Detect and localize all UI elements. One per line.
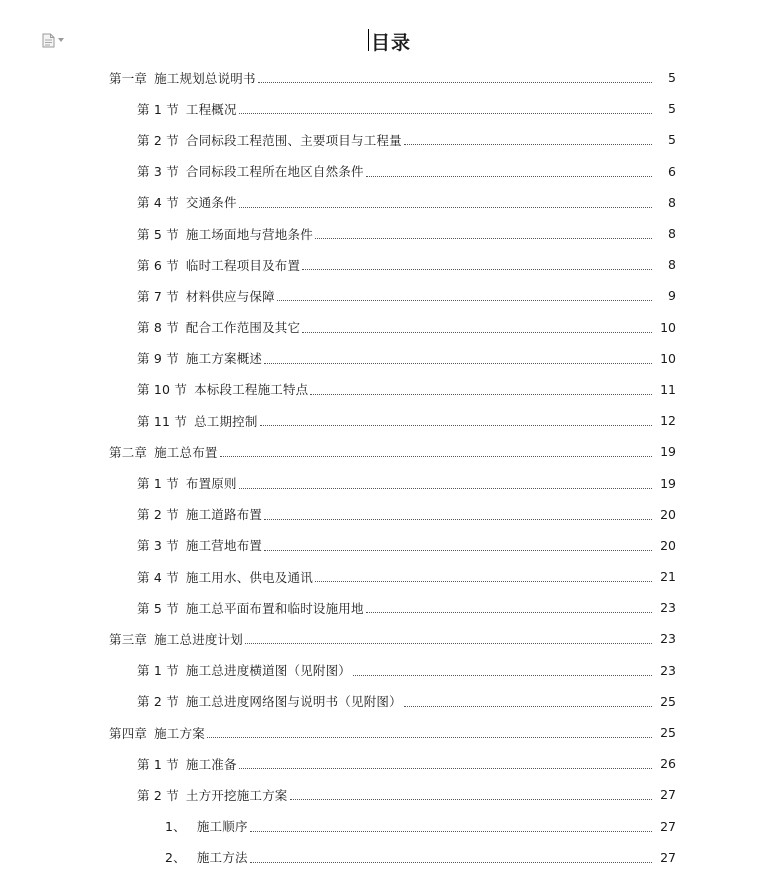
toc-entry-text: 施工总布置 <box>154 444 218 460</box>
dot-leader <box>277 292 652 301</box>
dot-leader <box>264 355 652 364</box>
toc-entry-label <box>137 225 313 243</box>
toc-entry-label <box>109 724 205 742</box>
toc-entry[interactable] <box>0 592 779 623</box>
toc-entry-number: 第 3 节 <box>137 538 179 554</box>
toc-entry-text: 合同标段工程所在地区自然条件 <box>185 164 364 180</box>
toc-entry-page: 27 <box>660 818 676 834</box>
toc-entry-number: 第 8 节 <box>137 320 179 336</box>
toc-entry-label <box>137 692 402 710</box>
toc-entry[interactable] <box>0 124 779 155</box>
toc-entry-page: 10 <box>660 350 676 366</box>
toc-entry-label <box>165 817 248 835</box>
toc-entry-number: 2、 <box>165 850 186 866</box>
toc-entry-number: 第 5 节 <box>137 600 179 616</box>
toc-entry[interactable] <box>0 655 779 686</box>
toc-entry[interactable] <box>0 249 779 280</box>
toc-entry[interactable] <box>0 280 779 311</box>
toc-entry-label <box>137 412 258 430</box>
toc-entry-number: 第 10 节 <box>137 382 188 398</box>
dot-leader <box>366 604 652 613</box>
dot-leader <box>264 542 652 551</box>
toc-entry-page: 23 <box>660 600 676 616</box>
dot-leader <box>264 511 652 520</box>
toc-entry[interactable] <box>0 467 779 498</box>
toc-entry-text: 施工方案概述 <box>185 351 263 367</box>
toc-entry-page: 5 <box>668 132 676 148</box>
toc-entry-number: 第 1 节 <box>137 663 179 679</box>
dot-leader <box>366 168 652 177</box>
toc-entry-page: 20 <box>660 537 676 553</box>
toc-entry-page: 23 <box>660 662 676 678</box>
toc-entry-text: 本标段工程施工特点 <box>194 382 309 398</box>
dot-leader <box>239 760 652 769</box>
toc-entry[interactable] <box>0 499 779 530</box>
toc-entry-label <box>109 69 256 87</box>
toc-entry-text: 施工道路布置 <box>185 507 263 523</box>
toc-entry[interactable] <box>0 405 779 436</box>
page-title <box>368 28 411 55</box>
toc-entry-number: 第 11 节 <box>137 413 188 429</box>
toc-entry-page: 20 <box>660 506 676 522</box>
toc-entry-text: 施工场面地与营地条件 <box>185 226 313 242</box>
toc-entry[interactable] <box>0 530 779 561</box>
dot-leader <box>220 448 652 457</box>
toc-entry-label <box>137 505 262 523</box>
toc-entry-label <box>137 380 308 398</box>
toc-entry[interactable] <box>0 312 779 343</box>
dot-leader <box>260 417 652 426</box>
toc-entry-label <box>137 131 402 149</box>
dot-leader <box>404 136 652 145</box>
toc-entry-number: 第 2 节 <box>137 694 179 710</box>
toc-entry-label <box>137 786 288 804</box>
toc-entry-text: 施工用水、供电及通讯 <box>185 569 313 585</box>
table-of-contents <box>0 62 779 873</box>
toc-entry-page: 25 <box>660 693 676 709</box>
toc-entry-page: 21 <box>660 569 676 585</box>
toc-entry-label <box>137 287 275 305</box>
toc-entry-page: 12 <box>660 413 676 429</box>
toc-entry-number: 第 1 节 <box>137 101 179 117</box>
toc-entry-label <box>137 318 300 336</box>
toc-entry-number: 第一章 <box>109 70 148 86</box>
toc-entry-page: 5 <box>668 70 676 86</box>
toc-entry-number: 第 1 节 <box>137 476 179 492</box>
toc-entry[interactable] <box>0 374 779 405</box>
toc-entry-text: 施工方法 <box>196 850 248 866</box>
toc-entry-text: 施工总进度横道图（见附图） <box>185 663 352 679</box>
toc-entry-number: 第 2 节 <box>137 507 179 523</box>
toc-entry[interactable] <box>0 187 779 218</box>
toc-entry-number: 第 4 节 <box>137 195 179 211</box>
toc-entry-text: 施工准备 <box>185 756 237 772</box>
toc-entry-text: 施工规划总说明书 <box>154 70 256 86</box>
toc-entry-number: 第 3 节 <box>137 164 179 180</box>
toc-entry-text: 工程概况 <box>185 101 237 117</box>
toc-entry-text: 施工营地布置 <box>185 538 263 554</box>
toc-entry-page: 8 <box>668 226 676 242</box>
toc-entry-number: 第 7 节 <box>137 288 179 304</box>
toc-entry[interactable] <box>0 436 779 467</box>
toc-entry-text: 合同标段工程范围、主要项目与工程量 <box>185 132 402 148</box>
dot-leader <box>250 854 652 863</box>
dot-leader <box>404 698 652 707</box>
toc-entry-label <box>137 162 364 180</box>
toc-entry-page: 5 <box>668 101 676 117</box>
toc-entry-text: 布置原则 <box>185 476 237 492</box>
toc-entry-page: 8 <box>668 194 676 210</box>
toc-entry-page: 26 <box>660 756 676 772</box>
toc-entry-text: 施工顺序 <box>196 819 248 835</box>
toc-entry[interactable] <box>0 779 779 810</box>
toc-entry-number: 第三章 <box>109 631 148 647</box>
toc-entry-text: 施工总进度网络图与说明书（见附图） <box>185 694 402 710</box>
toc-entry-number: 第 2 节 <box>137 787 179 803</box>
toc-entry[interactable] <box>0 93 779 124</box>
text-cursor <box>368 29 369 51</box>
toc-entry-page: 25 <box>660 725 676 741</box>
toc-entry-text: 施工总进度计划 <box>154 631 244 647</box>
toc-entry-text: 材料供应与保障 <box>185 288 275 304</box>
toc-entry[interactable] <box>0 156 779 187</box>
toc-entry-label <box>137 193 237 211</box>
toc-entry[interactable] <box>0 62 779 93</box>
toc-entry-number: 第二章 <box>109 444 148 460</box>
toc-entry-label <box>137 256 300 274</box>
toc-entry-page: 19 <box>660 475 676 491</box>
dot-leader <box>245 635 652 644</box>
toc-entry-label <box>137 100 237 118</box>
toc-entry[interactable] <box>0 748 779 779</box>
dot-leader <box>239 199 652 208</box>
toc-entry-label <box>137 349 262 367</box>
toc-entry[interactable] <box>0 561 779 592</box>
dot-leader <box>258 74 652 83</box>
toc-entry-text: 施工方案 <box>154 725 205 741</box>
dot-leader <box>207 729 652 738</box>
toc-entry-label <box>137 755 237 773</box>
dot-leader <box>315 230 652 239</box>
dot-leader <box>250 823 652 832</box>
dot-leader <box>302 324 652 333</box>
toc-entry-label <box>109 443 218 461</box>
dot-leader <box>290 791 652 800</box>
toc-entry-number: 第 5 节 <box>137 226 179 242</box>
toc-entry-page: 23 <box>660 631 676 647</box>
toc-entry-page: 9 <box>668 288 676 304</box>
dot-leader <box>239 105 652 114</box>
toc-entry[interactable] <box>0 842 779 873</box>
toc-entry-number: 1、 <box>165 819 186 835</box>
toc-entry-number: 第 6 节 <box>137 257 179 273</box>
toc-entry-text: 交通条件 <box>185 195 237 211</box>
dot-leader <box>315 573 652 582</box>
toc-entry-page: 27 <box>660 787 676 803</box>
toc-entry-number: 第 1 节 <box>137 756 179 772</box>
toc-entry-number: 第 4 节 <box>137 569 179 585</box>
toc-entry-text: 配合工作范围及其它 <box>185 320 301 336</box>
toc-entry-label <box>137 599 364 617</box>
toc-entry[interactable] <box>0 218 779 249</box>
dot-leader <box>239 480 652 489</box>
toc-entry-page: 6 <box>668 163 676 179</box>
toc-entry[interactable] <box>0 811 779 842</box>
toc-entry-text: 土方开挖施工方案 <box>185 787 288 803</box>
toc-entry[interactable] <box>0 717 779 748</box>
toc-entry-label <box>137 474 237 492</box>
title-text: 目录 <box>370 32 411 54</box>
dot-leader <box>302 261 652 270</box>
toc-entry-text: 施工总平面布置和临时设施用地 <box>185 600 364 616</box>
toc-entry-label <box>137 536 262 554</box>
toc-entry-page: 27 <box>660 849 676 865</box>
toc-entry-label <box>137 568 313 586</box>
toc-entry-text: 临时工程项目及布置 <box>185 257 301 273</box>
toc-entry-label <box>109 630 243 648</box>
toc-entry-label <box>165 848 248 866</box>
toc-entry-number: 第 2 节 <box>137 132 179 148</box>
dot-leader <box>353 667 652 676</box>
toc-entry-text: 总工期控制 <box>194 413 258 429</box>
toc-entry-label <box>137 661 351 679</box>
toc-entry[interactable] <box>0 686 779 717</box>
toc-entry-page: 10 <box>660 319 676 335</box>
toc-entry-page: 8 <box>668 257 676 273</box>
toc-entry[interactable] <box>0 623 779 654</box>
toc-entry-page: 11 <box>660 381 676 397</box>
toc-entry-number: 第 9 节 <box>137 351 179 367</box>
toc-entry[interactable] <box>0 343 779 374</box>
dot-leader <box>310 386 652 395</box>
toc-entry-page: 19 <box>660 444 676 460</box>
toc-entry-number: 第四章 <box>109 725 148 741</box>
